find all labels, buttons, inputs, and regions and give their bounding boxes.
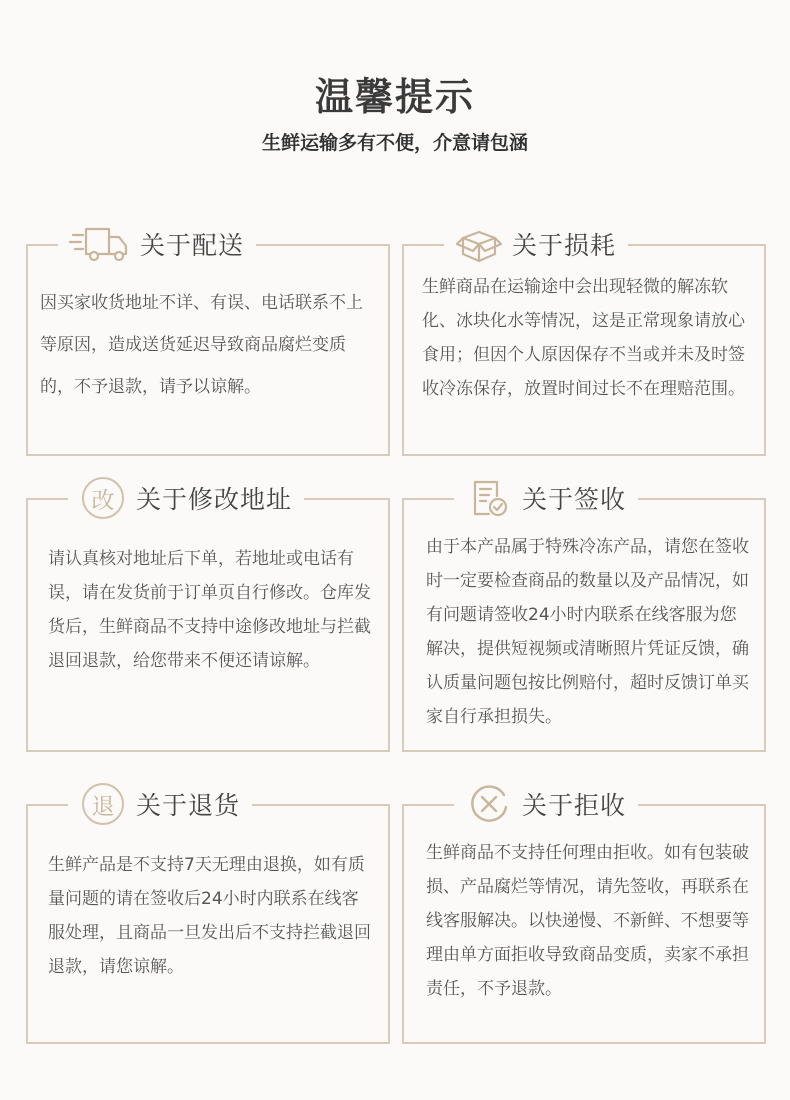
card-address-title: 关于修改地址 bbox=[136, 485, 293, 514]
return-circle-icon: 退 bbox=[78, 782, 128, 826]
delivery-truck-icon bbox=[68, 222, 132, 266]
card-signing-header bbox=[454, 476, 638, 520]
card-address-body: 请认真核对地址后下单，若地址或电话有误，请在发货前于订单页自行修改。仓库发货后，生鲜商品不支持中途修改地址与拦截退回退款，给您带来不便还请谅解。 bbox=[48, 549, 371, 671]
card-loss bbox=[402, 231, 766, 456]
card-address-header bbox=[68, 476, 304, 520]
card-delivery-body: 因买家收货地址不详、有误、电话联系不上等原因，造成送货延迟导致商品腐烂变质的，不予退款，请予以谅解。 bbox=[40, 293, 363, 397]
card-signing bbox=[402, 485, 766, 752]
card-delivery-header bbox=[58, 222, 256, 266]
package-box-icon bbox=[454, 222, 504, 266]
card-refuse bbox=[402, 791, 766, 1044]
card-return-body: 生鲜产品是不支持7天无理由退换，如有质量问题的请在签收后24小时内联系在线客服处理，且商品一旦发出后不支持拦截退回退款，请您谅解。 bbox=[48, 855, 371, 977]
card-delivery bbox=[26, 231, 390, 456]
card-return-header bbox=[68, 782, 252, 826]
page-subtitle: 生鲜运输多有不便，介意请包涵 bbox=[261, 132, 528, 154]
card-refuse-body: 生鲜商品不支持任何理由拒收。如有包装破损、产品腐烂等情况，请先签收，再联系在线客服解决。以快递慢、不新鲜、不想要等理由单方面拒收导致商品变质，卖家不承担责任，不予退款。 bbox=[426, 843, 749, 999]
modify-circle-icon: 改 bbox=[78, 476, 128, 520]
card-return bbox=[26, 791, 390, 1044]
card-address bbox=[26, 485, 390, 752]
card-return-title: 关于退货 bbox=[136, 791, 241, 820]
card-signing-body: 由于本产品属于特殊冷冻产品，请您在签收时一定要检查商品的数量以及产品情况，如有问题请签收24小时内联系在线客服为您解决，提供短视频或清晰照片凭证反馈，确认质量问题包按比例赔付，超时反馈订单买家自行承担损失。 bbox=[426, 537, 749, 727]
card-refuse-title: 关于拒收 bbox=[522, 791, 627, 820]
card-loss-body: 生鲜商品在运输途中会出现轻微的解冻软化、冰块化水等情况，这是正常现象请放心食用；但因个人原因保存不当或并未及时签收冷冻保存，放置时间过长不在理赔范围。 bbox=[422, 277, 745, 399]
card-loss-header bbox=[444, 222, 628, 266]
card-delivery-title: 关于配送 bbox=[140, 231, 245, 260]
card-signing-title: 关于签收 bbox=[522, 485, 627, 514]
card-refuse-header bbox=[454, 782, 638, 826]
card-loss-title: 关于损耗 bbox=[512, 231, 617, 260]
sign-document-icon bbox=[464, 476, 514, 520]
page-title: 温馨提示 bbox=[314, 75, 475, 119]
reject-x-circle-icon bbox=[464, 782, 514, 826]
